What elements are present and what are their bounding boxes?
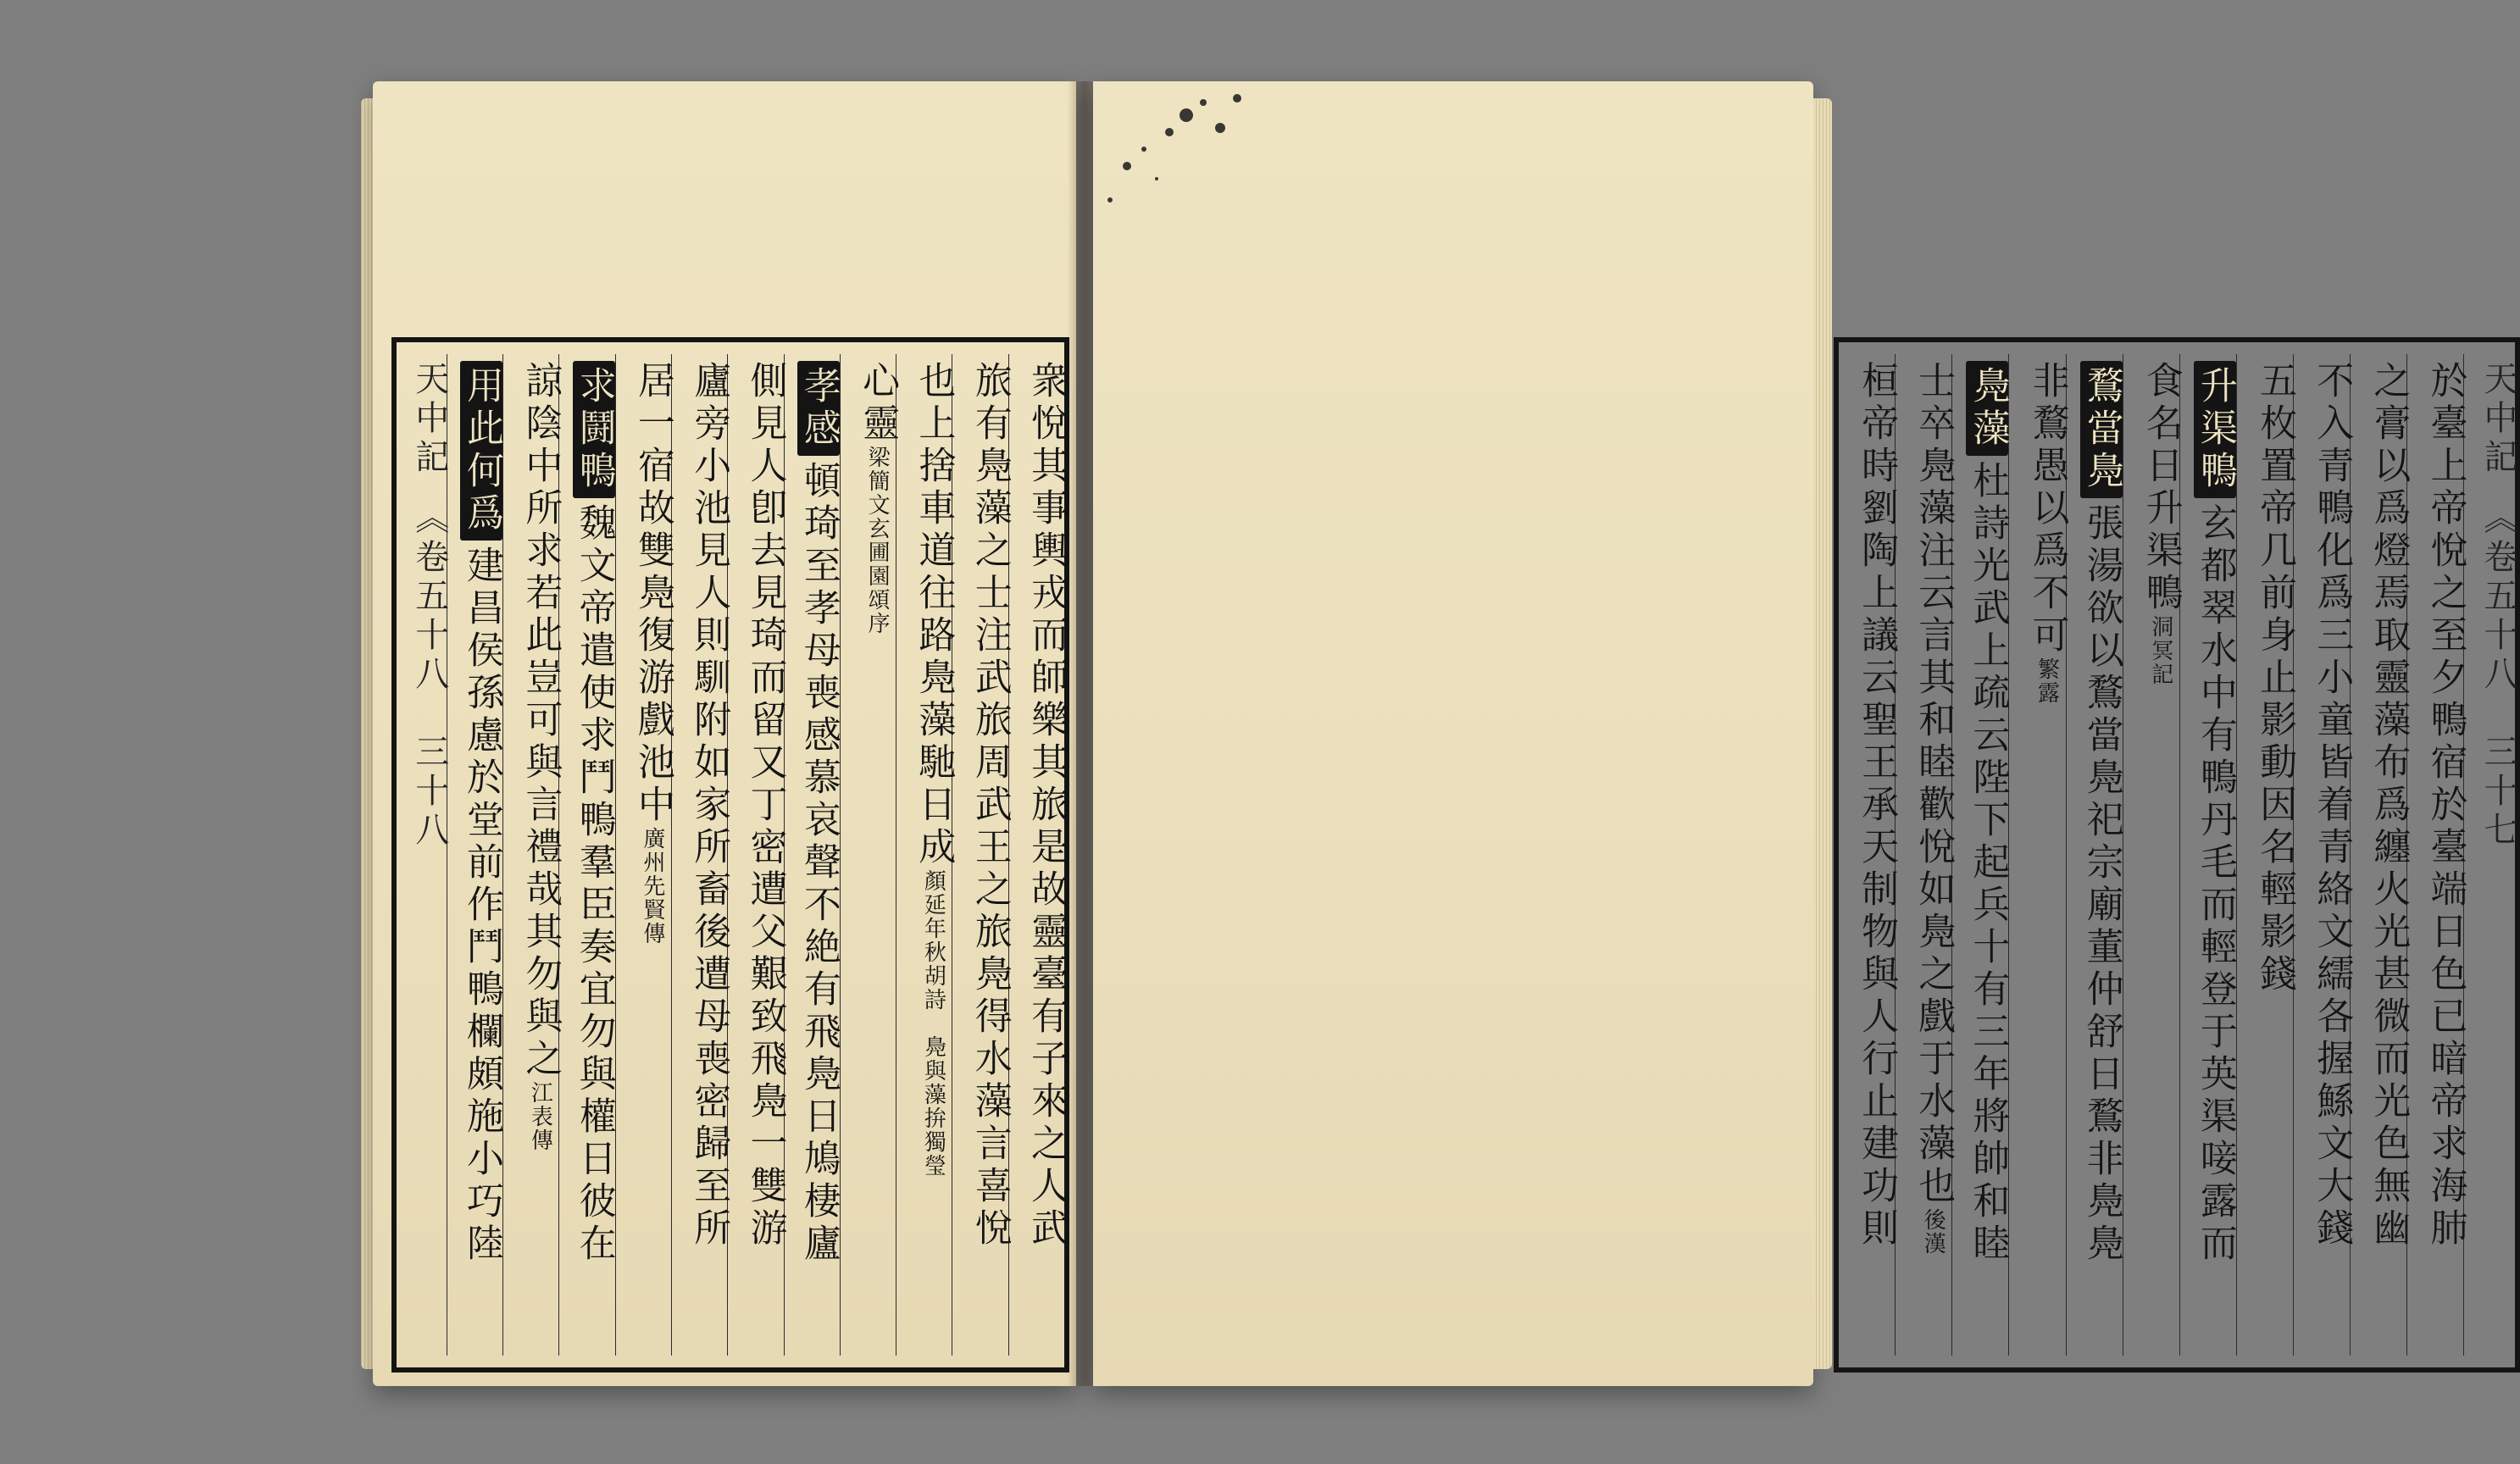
column-text: 衆悅其事輿戎而師樂其旅是故靈臺有子來之人武 [1024,361,1068,1250]
left-page [373,81,1076,1386]
text-column [784,354,840,1356]
entry-heading-tag: 孝感 [797,361,840,456]
source-note: 顏延年秋胡詩 鳧與藻拚獨瑩 [920,869,946,1178]
text-column [1839,354,1899,1356]
source-note: 洞冥記 [2147,615,2173,686]
column-text: 旅有鳧藻之士注武旅周武王之旅鳧得水藻言喜悅 [968,361,1012,1250]
text-column [840,354,900,1356]
margin-title-column: 天中記 《卷五十八 三十八 [409,361,449,851]
column-text: 也上捨車道往路鳧藻馳日成 [912,361,956,869]
column-text: 於臺上帝悅之至夕鴨宿於臺端日色已暗帝求海肺 [2423,361,2467,1250]
text-column [2350,354,2411,1356]
column-text: 非鶩愚以爲不可 [2025,361,2069,657]
column-text: 桓帝時劉陶上議云聖王承天制物與人行止建功則 [1855,361,1899,1250]
entry-heading-tag: 用此何爲 [460,361,502,541]
column-text: 玄都翠水中有鴨丹毛而輕登于英渠唼露而 [2193,503,2237,1266]
text-column [1951,354,2008,1356]
column-text: 之膏以爲燈焉取靈藻布爲纏火光甚微而光色無幽 [2367,361,2411,1250]
column-text: 側見人卽去見琦而留又丁密遭父艱致飛鳧一雙游 [743,361,787,1250]
source-note: 繁露 [2034,657,2060,705]
margin-title-column: 天中記 《卷五十八 三十七 [2463,354,2515,1356]
entry-heading-tag: 求鬪鴨 [573,361,615,498]
open-book [373,81,2517,1386]
column-text: 諒陰中所求若此豈可與言禮哉其勿與之 [519,361,563,1081]
text-column [2406,354,2467,1356]
text-column [952,354,1012,1356]
text-column [2179,354,2236,1356]
left-text-frame [391,337,1069,1372]
column-text: 建昌侯孫慮於堂前作鬥鴨欄頗施小巧陸 [460,546,504,1266]
page-edges-left [361,98,373,1369]
page-edges-right [1813,98,1832,1369]
right-page [1093,81,2517,1386]
column-text: 心靈 [856,361,900,446]
text-column [558,354,614,1356]
text-column [2008,354,2069,1356]
column-text: 張湯欲以鶩當鳧祀宗廟董仲舒日鶩非鳧鳧 [2079,503,2123,1266]
text-column [447,354,502,1356]
text-column [1008,354,1068,1356]
column-text: 廬旁小池見人則馴附如家所畜後遭母喪密歸至所 [687,361,731,1250]
ink-stains [1093,81,1813,336]
entry-heading-tag: 升渠鴨 [2194,361,2236,498]
source-note: 江表傳 [527,1081,553,1152]
source-note: 廣州先賢傳 [639,827,665,946]
left-columns [397,354,1068,1356]
text-column [2293,354,2354,1356]
text-column [727,354,787,1356]
text-column [2123,354,2183,1356]
right-columns [1839,354,2515,1356]
column-text: 食名日升渠鴨 [2139,361,2183,615]
column-text: 魏文帝遣使求鬥鴨羣臣奏宜勿與權日彼在 [572,503,616,1266]
column-text: 不入青鴨化爲三小童皆着青絡文繻各握鯀文大錢 [2310,361,2354,1250]
text-column [1895,354,1956,1356]
text-column [2236,354,2297,1356]
entry-heading-tag: 鳧藻 [1966,361,2008,456]
column-text: 五枚置帝几前身止影動因名輕影錢 [2253,361,2297,996]
text-column [502,354,563,1356]
column-text: 頓琦至孝母喪感慕哀聲不絶有飛鳧日鳩棲廬 [797,461,841,1266]
source-note: 梁簡文玄圃園頌序 [864,446,891,635]
source-note: 後漢 [1920,1208,1946,1256]
text-column [896,354,956,1356]
entry-heading-tag: 鶩當鳧 [2080,361,2123,498]
column-text: 士卒鳧藻注云言其和睦歡悅如鳧之戲于水藻也 [1912,361,1956,1208]
column-text: 居一宿故雙鳧復游戲池中 [630,361,674,827]
right-text-frame [1834,337,2520,1372]
column-text: 杜詩光武上疏云陛下起兵十有三年將帥和睦 [1966,461,2010,1266]
text-column [615,354,674,1356]
text-column [2066,354,2123,1356]
text-column [671,354,731,1356]
